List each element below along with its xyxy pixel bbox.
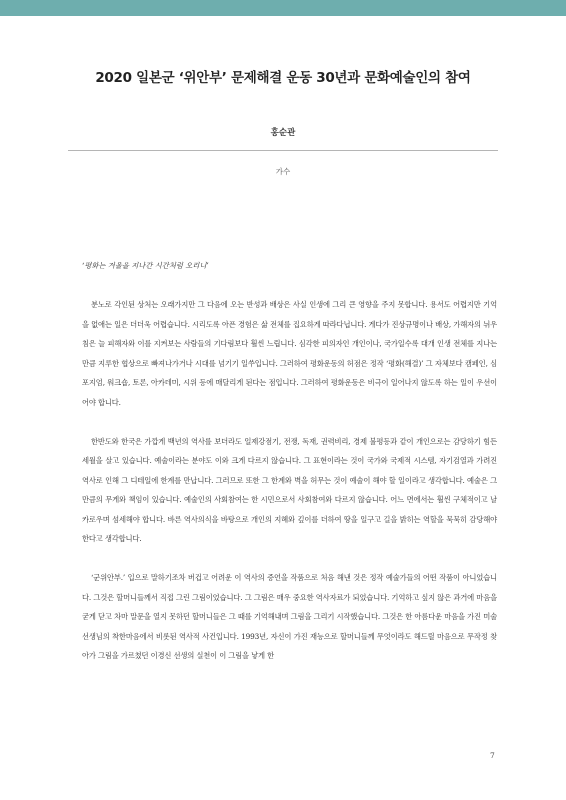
author-affiliation: 가수 [275,167,291,176]
paragraph-1: 분노로 각인된 상처는 오래가지만 그 다음에 오는 반성과 배상은 사실 인생에 그리 큰 영향을 주지 못합니다. 용서도 어렵지만 기억을 없애는 일은 더더욱 어렵습니다. 시리도록 아픈 경험은 삶 전체를 집요하게 따라다닙니다. 게다가 진상규명이나 배상, 가해자의 뉘우침은 늘 피해자와 이를 지켜보는 사람들의 기다림보다 훨씬 느립니다. 심각한 피의자인 개인이나, 국가일수록 대개 인생 전체를 지나는 만큼 지루한 협상으로 빠져나가거나 시대를 넘기기 일쑤입니다. 그러하여 평화운동의 허점은 정작 ‘평화(해결)’ 그 자체보다 캠페인, 심포지엄, 워크숍, 토론, 아카데미, 시위 등에 매달리게 된다는 점입니다. 그러하여 평화운동은 비극이 일어나지 않도록 하는 일이 우선이어야 합니다. [82,300,497,407]
top-accent-bar [0,0,566,16]
epigraph: ‘평화는 겨울을 지나간 시간처럼 오리니’ [82,261,209,270]
paragraph-2: 한반도와 한국은 가깝게 백년의 역사를 보더라도 일제강점기, 전쟁, 독재, 권력비리, 경제 불평등과 같이 개인으로는 감당하기 힘든 세월을 살고 있습니다. 예술이라는 분야도 이와 크게 다르지 않습니다. 그 표현이라는 것이 국가와 국제적 시스템, 자기검열과 가려진 역사로 인해 그 디테일에 한계를 만납니다. 그러므로 또한 그 한계와 벽을 허무는 것이 예술이 해야 할 일이라고 생각합니다. 예술은 그만큼의 무게와 책임이 있습니다. 예술인의 사회참여는 한 시민으로서 사회참여와 다르지 않습니다. 어느 면에서는 훨씬 구체적이고 날카로우며 섬세해야 합니다. 바른 역사의식을 바탕으로 개인의 지혜와 깊이를 더하여 땅을 일구고 길을 밝히는 역할을 묵묵히 감당해야 한다고 생각합니다. [82,436,497,543]
author-name: 홍순관 [270,128,296,138]
header-divider [68,150,498,151]
document-title: 2020 일본군 ‘위안부’ 문제해결 운동 30년과 문화예술인의 참여 [95,70,471,86]
article-body [82,256,497,685]
paragraph-3: ‘군위안부.’ 입으로 말하기조차 버겁고 어려운 이 역사의 증언을 작품으로 처음 해낸 것은 정작 예술가들의 어떤 작품이 아니었습니다. 그것은 할머니들께서 직접 그린 그림이었습니다. 그 그림은 매우 중요한 역사자료가 되었습니다. 기억하고 싶지 않은 과거에 마음을 굳게 닫고 차마 말문을 열지 못하던 할머니들은 그 때를 기억해내며 그림을 그리기 시작했습니다. 그것은 한 아름다운 마음을 가진 미술선생님의 착한마음에서 비롯된 역사적 사건입니다. 1993년, 자신이 가진 재능으로 할머니들께 무엇이라도 해드릴 마음으로 무작정 찾아가 그림을 가르쳤던 이경신 선생의 실천이 이 그림을 낳게 한 [82,573,497,660]
page-number: 7 [490,751,495,760]
